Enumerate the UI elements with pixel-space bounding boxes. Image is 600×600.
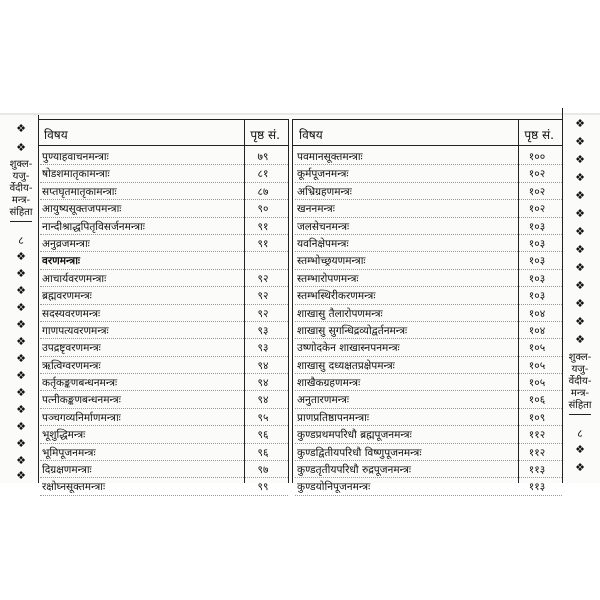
spine-label-line: संहिता — [9, 207, 33, 218]
contents-entry — [293, 219, 562, 236]
entry-title: अनुव्रजमन्त्राः — [42, 237, 90, 250]
entry-title: आयुष्यसूक्तजपमन्त्राः — [42, 203, 122, 216]
row-separator — [295, 286, 562, 287]
row-separator — [40, 199, 288, 200]
ornament-icon: ❖ — [575, 443, 585, 456]
ornament-icon: ❖ — [575, 153, 585, 166]
contents-entry — [38, 410, 288, 427]
entry-title: ब्रह्मवरणमन्त्रः — [42, 290, 92, 303]
ornament-icon: ❖ — [575, 261, 585, 274]
entry-title: पवमानसूक्तमन्त्राः — [297, 151, 363, 163]
contents-entry — [38, 236, 288, 253]
ornament-icon: ❖ — [16, 301, 26, 314]
entry-page-number: ९७ — [257, 464, 269, 477]
entry-page-number: ९६ — [257, 429, 269, 442]
row-separator — [40, 460, 288, 461]
contents-entry — [38, 201, 288, 218]
entry-title: अभ्रिग्रहणमन्त्रः — [297, 185, 352, 198]
table-header — [38, 119, 288, 146]
entry-title: पुण्याहवाचनमन्त्राः — [42, 151, 109, 163]
contents-entry — [38, 288, 288, 305]
ornament-icon: ❖ — [575, 461, 585, 474]
page-header: पृष्ठ सं. — [524, 128, 554, 142]
entry-title: वरणमन्त्राः — [42, 255, 81, 268]
ornament-icon: ❖ — [575, 117, 585, 130]
ornament-icon: ❖ — [16, 454, 26, 467]
entry-page-number: ८७ — [257, 185, 269, 198]
entry-title: नान्दीश्राद्धपितृविसर्जनमन्त्राः — [42, 220, 145, 233]
table-header — [293, 119, 562, 146]
ornament-icon: ❖ — [16, 335, 26, 348]
contents-entry — [38, 427, 288, 444]
entry-page-number: १०३ — [528, 220, 546, 233]
row-separator — [295, 425, 562, 426]
contents-entry — [293, 392, 562, 409]
entry-title: सदस्यवरणमन्त्रः — [42, 307, 101, 320]
ornament-icon: ❖ — [575, 135, 585, 148]
entry-title: रक्षोघ्नसूक्तमन्त्राः — [42, 481, 106, 494]
ornament-icon: ❖ — [575, 315, 585, 328]
entry-page-number: ११२ — [528, 446, 546, 459]
entry-page-number: १०३ — [528, 290, 546, 303]
contents-rows-right — [293, 149, 562, 497]
ornament-icon: ❖ — [16, 369, 26, 382]
contents-entry — [38, 253, 288, 270]
ornament-icon: ❖ — [16, 469, 26, 482]
row-separator — [40, 338, 288, 339]
row-separator — [40, 425, 288, 426]
subject-header: विषय — [299, 128, 323, 142]
entry-title: अनुतारणमन्त्रः — [297, 394, 350, 407]
contents-entry — [293, 149, 562, 166]
ornament-icon: ❖ — [575, 225, 585, 238]
row-separator — [295, 182, 562, 183]
row-separator — [295, 356, 562, 357]
entry-page-number: १०४ — [528, 307, 546, 320]
entry-title: कूर्मपूजनमन्त्रः — [297, 168, 349, 181]
entry-page-number: ११३ — [528, 464, 546, 477]
entry-title: स्तम्भस्थिरीकरणमन्त्रः — [297, 290, 376, 303]
row-separator — [295, 390, 562, 391]
row-separator — [40, 373, 288, 374]
entry-page-number: ९५ — [257, 411, 269, 424]
entry-title: जलसेचनमन्त्रः — [297, 220, 350, 233]
ornament-icon: ❖ — [16, 250, 26, 263]
spine-label — [4, 159, 38, 224]
spine-label-line: यजु- — [571, 364, 589, 375]
contents-entry — [293, 323, 562, 340]
row-separator — [40, 321, 288, 322]
row-separator — [40, 356, 288, 357]
contents-entry — [38, 462, 288, 479]
contents-entry — [293, 201, 562, 218]
row-separator — [295, 373, 562, 374]
spine-label-line: यजु- — [12, 171, 30, 182]
row-separator — [40, 182, 288, 183]
row-separator — [295, 321, 562, 322]
row-separator — [40, 495, 288, 496]
contents-entry — [293, 445, 562, 462]
row-separator — [40, 390, 288, 391]
entry-title: शाखासु दध्यक्षतप्रक्षेपमन्त्रः — [297, 359, 395, 372]
entry-page-number: ९२ — [257, 307, 269, 320]
entry-title: शाखासु सुगन्धिद्रव्योद्वर्तनमन्त्रः — [297, 324, 408, 337]
contents-table — [38, 119, 562, 494]
entry-title: आचार्यवरणमन्त्राः — [42, 272, 107, 285]
contents-entry — [293, 340, 562, 357]
entry-title: कुण्डद्वितीयपरिधौ विष्णुपूजनमन्त्रः — [297, 446, 422, 459]
entry-title: गाणपत्यवरणमन्त्रः — [42, 324, 109, 337]
entry-page-number: ९२ — [257, 272, 269, 285]
entry-page-number: १०४ — [528, 324, 546, 337]
contents-entry — [38, 375, 288, 392]
entry-page-number: १०३ — [528, 272, 546, 285]
ornament-icon: ❖ — [16, 284, 26, 297]
contents-entry — [293, 375, 562, 392]
contents-entry — [293, 271, 562, 288]
entry-page-number: ९४ — [257, 359, 269, 372]
contents-entry — [293, 166, 562, 183]
page-header: पृष्ठ सं. — [250, 128, 280, 142]
entry-page-number: ९९ — [257, 481, 269, 494]
contents-entry — [38, 445, 288, 462]
entry-title: कर्तृकङ्कणबन्धनमन्त्रः — [42, 377, 118, 390]
entry-title: ऋत्विग्वरणमन्त्रः — [42, 359, 101, 372]
entry-title: पत्नीकङ्कणबन्धनमन्त्रः — [42, 394, 121, 407]
contents-entry — [293, 410, 562, 427]
contents-entry — [293, 427, 562, 444]
contents-entry — [38, 358, 288, 375]
entry-title: पञ्चगव्यनिर्माणमन्त्राः — [42, 411, 121, 424]
ornament-icon: ❖ — [16, 403, 26, 416]
ornament-icon: ❖ — [16, 318, 26, 331]
ornament-icon: ❖ — [16, 437, 26, 450]
entry-page-number: ९१ — [257, 220, 269, 233]
entry-title: दिग्रक्षणमन्त्राः — [42, 464, 92, 477]
entry-title: यवनिक्षेपमन्त्रः — [297, 237, 349, 250]
entry-page-number: १०० — [528, 151, 546, 163]
row-separator — [295, 443, 562, 444]
entry-title: स्तम्भारोपणमन्त्रः — [297, 272, 359, 285]
contents-entry — [293, 236, 562, 253]
ornament-icon: ❖ — [16, 267, 26, 280]
entry-title: उपद्रष्टृवरणमन्त्रः — [42, 342, 101, 355]
entry-page-number: ९३ — [257, 342, 269, 355]
entry-page-number: ७९ — [257, 151, 269, 163]
row-separator — [295, 269, 562, 270]
contents-entry — [293, 184, 562, 201]
row-separator — [40, 286, 288, 287]
entry-title: शाखासु तैलारोपणमन्त्रः — [297, 307, 383, 320]
row-separator — [295, 477, 562, 478]
entry-page-number: ९४ — [257, 377, 269, 390]
entry-page-number: १०६ — [528, 394, 546, 407]
row-separator — [295, 234, 562, 235]
entry-page-number: १०५ — [528, 359, 546, 372]
contents-entry — [38, 184, 288, 201]
contents-entry — [38, 306, 288, 323]
row-separator — [40, 269, 288, 270]
row-separator — [40, 217, 288, 218]
ornament-icon: ❖ — [575, 207, 585, 220]
spine-label-line: मन्त्र- — [570, 388, 590, 399]
entry-page-number: ८१ — [257, 168, 269, 181]
spine-label-line: र्वेदीय- — [568, 376, 592, 387]
spine-label-line: शुक्ल- — [568, 352, 592, 363]
row-separator — [40, 251, 288, 252]
row-separator — [295, 199, 562, 200]
contents-entry — [293, 253, 562, 270]
entry-page-number: ९४ — [257, 394, 269, 407]
contents-entry — [293, 288, 562, 305]
spine-label-line: र्वेदीय- — [9, 183, 33, 194]
ornament-icon: ❖ — [16, 420, 26, 433]
entry-page-number: १०२ — [528, 168, 546, 181]
entry-page-number: १०५ — [528, 342, 546, 355]
page-top-edge — [0, 113, 600, 115]
entry-page-number: ११२ — [528, 429, 546, 442]
spine-label-line: शुक्ल- — [9, 159, 33, 170]
row-separator — [295, 460, 562, 461]
entry-title: षोडशमातृकामन्त्राः — [42, 168, 110, 181]
ornament-icon: ❖ — [575, 189, 585, 202]
contents-entry — [293, 358, 562, 375]
ornament-icon: ❖ — [16, 141, 26, 154]
entry-page-number: ९३ — [257, 324, 269, 337]
contents-entry — [293, 479, 562, 496]
row-separator — [295, 217, 562, 218]
row-separator — [40, 408, 288, 409]
spine-page-number: ८ — [18, 234, 24, 247]
entry-page-number: १०३ — [528, 237, 546, 250]
contents-column-right — [293, 119, 562, 494]
entry-page-number: ११३ — [528, 481, 546, 494]
contents-entry — [38, 219, 288, 236]
row-separator — [295, 495, 562, 496]
ornament-icon: ❖ — [575, 243, 585, 256]
entry-title: कुण्डयोनिपूजनमन्त्रः — [297, 481, 371, 494]
row-separator — [295, 251, 562, 252]
right-ornamental-border — [562, 108, 597, 483]
contents-entry — [38, 271, 288, 288]
entry-title: शाखैकग्रहणमन्त्रः — [297, 377, 361, 390]
entry-title: प्राणप्रतिष्ठापनमन्त्राः — [297, 411, 369, 424]
row-separator — [40, 304, 288, 305]
entry-title: कुण्डतृतीयपरिधौ रुद्रपूजनमन्त्रः — [297, 464, 411, 477]
entry-page-number: ९१ — [257, 237, 269, 250]
entry-page-number: १०३ — [528, 255, 546, 268]
contents-entry — [38, 166, 288, 183]
contents-column-left — [38, 119, 288, 494]
ornament-icon: ❖ — [575, 171, 585, 184]
entry-page-number: १०९ — [528, 411, 546, 424]
row-separator — [40, 443, 288, 444]
row-separator — [295, 338, 562, 339]
contents-entry — [38, 149, 288, 166]
ornament-icon: ❖ — [16, 352, 26, 365]
entry-title: उष्णोदकेन शाखास्नपनमन्त्रः — [297, 342, 400, 355]
contents-entry — [38, 340, 288, 357]
spine-divider — [10, 221, 32, 222]
spine-page-number: ८ — [577, 427, 583, 440]
spine-label-line: मन्त्र- — [11, 195, 31, 206]
entry-title: खननमन्त्रः — [297, 203, 335, 216]
subject-header: विषय — [44, 128, 68, 142]
contents-entry — [293, 462, 562, 479]
spine-label — [563, 352, 597, 417]
row-separator — [295, 408, 562, 409]
spine-label-line: संहिता — [568, 400, 592, 411]
entry-title: सप्तघृतमातृकामन्त्राः — [42, 185, 117, 198]
row-separator — [40, 164, 288, 165]
entry-title: स्तम्भोच्छ्रयणमन्त्राः — [297, 255, 366, 268]
left-ornamental-border — [4, 115, 39, 483]
entry-title: भूमिपूजनमन्त्रः — [42, 446, 96, 459]
ornament-icon: ❖ — [16, 122, 26, 135]
contents-entry — [38, 323, 288, 340]
ornament-icon: ❖ — [575, 279, 585, 292]
spine-divider — [569, 414, 591, 415]
entry-title: भूशुद्धिमन्त्रः — [42, 429, 86, 442]
contents-entry — [38, 392, 288, 409]
entry-page-number: ९२ — [257, 290, 269, 303]
row-separator — [40, 234, 288, 235]
ornament-icon: ❖ — [575, 297, 585, 310]
entry-page-number: १०५ — [528, 377, 546, 390]
ornament-icon: ❖ — [16, 386, 26, 399]
entry-page-number: ९० — [257, 203, 269, 216]
entry-page-number: ९६ — [257, 446, 269, 459]
entry-title: कुण्डप्रथमपरिधौ ब्रह्मपूजनमन्त्रः — [297, 429, 412, 442]
contents-entry — [38, 479, 288, 496]
row-separator — [295, 304, 562, 305]
row-separator — [295, 164, 562, 165]
entry-page-number: १०२ — [528, 203, 546, 216]
contents-entry — [293, 306, 562, 323]
contents-rows-left — [38, 149, 288, 497]
row-separator — [40, 477, 288, 478]
entry-page-number: १०२ — [528, 185, 546, 198]
ornament-icon: ❖ — [575, 333, 585, 346]
